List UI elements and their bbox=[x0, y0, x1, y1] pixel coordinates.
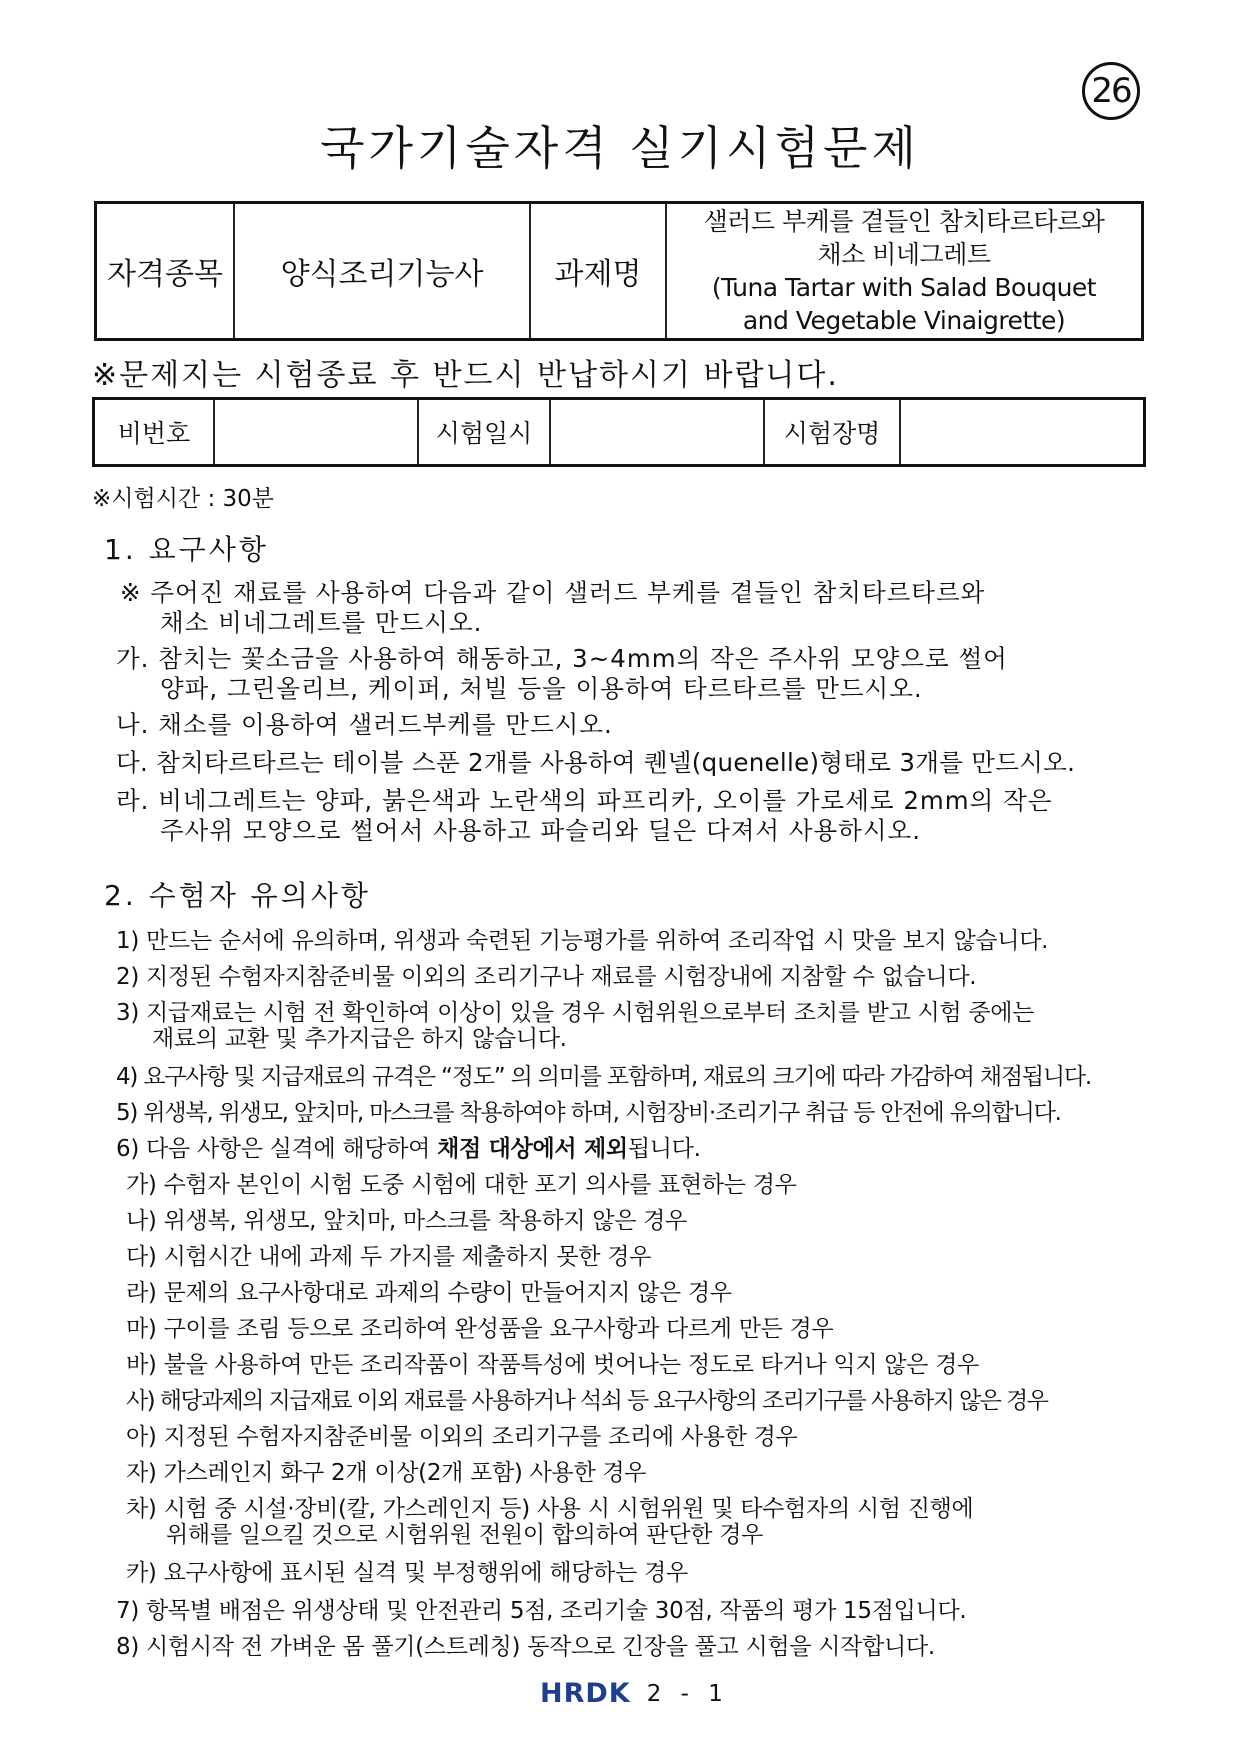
exam-number-label: 비번호 bbox=[94, 399, 215, 466]
requirement-ra-line-2: 주사위 모양으로 썰어서 사용하고 파슬리와 딜은 다져서 사용하시오. bbox=[160, 816, 921, 845]
requirement-ra-line-1: 라. 비네그레트는 양파, 붉은색과 노란색의 파프리카, 오이를 가로세로 2mm의 작은 bbox=[116, 786, 1053, 815]
note-6-emphasis: 채점 대상에서 제외 bbox=[437, 1136, 628, 1162]
task-label: 과제명 bbox=[530, 203, 666, 340]
disqualify-ja: 자) 가스레인지 화구 2개 이상(2개 포함) 사용한 경우 bbox=[126, 1460, 647, 1486]
exam-time: ※시험시간 : 30분 bbox=[92, 486, 274, 512]
disqualify-cha-line-2: 위해를 일으킬 것으로 시험위원 전원이 합의하여 판단한 경우 bbox=[166, 1522, 764, 1548]
category-label: 자격종목 bbox=[96, 203, 235, 340]
return-notice: ※문제지는 시험종료 후 반드시 반납하시기 바랍니다. bbox=[92, 358, 839, 393]
requirement-ga-line-2: 양파, 그린올리브, 케이퍼, 처빌 등을 이용하여 타르타르를 만드시오. bbox=[160, 674, 923, 703]
note-8: 8) 시험시작 전 가벼운 몸 풀기(스트레칭) 동작으로 긴장을 풀고 시험을 시작합니다. bbox=[116, 1634, 935, 1660]
notes-title: 2. 수험자 유의사항 bbox=[104, 879, 371, 912]
task-name-ko-line-2: 채소 비네그레트 bbox=[817, 240, 991, 269]
note-6-pre: 6) 다음 사항은 실격에 해당하여 bbox=[116, 1136, 438, 1162]
task-name-cell bbox=[666, 203, 1143, 340]
note-3-line-1: 3) 지급재료는 시험 전 확인하여 이상이 있을 경우 시험위원으로부터 조치를 받고 시험 중에는 bbox=[116, 1000, 1035, 1026]
disqualify-ma: 마) 구이를 조림 등으로 조리하여 완성품을 요구사항과 다르게 만든 경우 bbox=[126, 1316, 834, 1342]
note-3-line-2: 재료의 교환 및 추가지급은 하지 않습니다. bbox=[152, 1026, 567, 1052]
qualification-info-table bbox=[94, 201, 1144, 341]
note-2: 2) 지정된 수험자지참준비물 이외의 조리기구나 재료를 시험장내에 지참할 수 없습니다. bbox=[116, 964, 977, 990]
disqualify-ra: 라) 문제의 요구사항대로 과제의 수량이 만들어지지 않은 경우 bbox=[126, 1280, 732, 1306]
disqualify-da: 다) 시험시간 내에 과제 두 가지를 제출하지 못한 경우 bbox=[126, 1244, 652, 1270]
task-name-en-line-2: and Vegetable Vinaigrette) bbox=[742, 306, 1066, 335]
exam-venue-field[interactable] bbox=[900, 399, 1145, 466]
disqualify-ka: 카) 요구사항에 표시된 실격 및 부정행위에 해당하는 경우 bbox=[126, 1560, 688, 1586]
note-5: 5) 위생복, 위생모, 앞치마, 마스크를 착용하여야 하며, 시험장비·조리기구 취급 등 안전에 유의합니다. bbox=[116, 1100, 1061, 1126]
hrdk-logo: HRDK bbox=[540, 1678, 631, 1709]
requirement-ga-line-1: 가. 참치는 꽃소금을 사용하여 해동하고, 3~4mm의 작은 주사위 모양으로 썰어 bbox=[116, 644, 1008, 673]
disqualify-sa: 사) 해당과제의 지급재료 이외 재료를 사용하거나 석쇠 등 요구사항의 조리기구를 사용하지 않은 경우 bbox=[126, 1388, 1048, 1414]
task-name-en-line-1: (Tuna Tartar with Salad Bouquet bbox=[711, 273, 1097, 302]
note-7: 7) 항목별 배점은 위생상태 및 안전관리 5점, 조리기술 30점, 작품의 평가 15점입니다. bbox=[116, 1598, 967, 1624]
requirements-title: 1. 요구사항 bbox=[104, 533, 269, 566]
category-value: 양식조리기능사 bbox=[234, 203, 530, 340]
note-6-post: 됩니다. bbox=[627, 1136, 701, 1162]
exam-info-table bbox=[92, 397, 1146, 467]
disqualify-na: 나) 위생복, 위생모, 앞치마, 마스크를 착용하지 않은 경우 bbox=[126, 1208, 687, 1234]
disqualify-ba: 바) 불을 사용하여 만든 조리작품이 작품특성에 벗어나는 정도로 타거나 익지 않은 경우 bbox=[126, 1352, 979, 1378]
requirement-da: 다. 참치타르타르는 테이블 스푼 2개를 사용하여 퀜넬(quenelle)형태로 3개를 만드시오. bbox=[116, 748, 1076, 777]
exam-number-field[interactable] bbox=[214, 399, 418, 466]
requirement-intro-line-2: 채소 비네그레트를 만드시오. bbox=[160, 608, 483, 637]
problem-number: 26 bbox=[1091, 71, 1131, 111]
exam-date-label: 시험일시 bbox=[418, 399, 550, 466]
note-4: 4) 요구사항 및 지급재료의 규격은 “정도” 의 의미를 포함하며, 재료의 크기에 따라 가감하여 채점됩니다. bbox=[116, 1064, 1092, 1090]
requirement-na: 나. 채소를 이용하여 샐러드부케를 만드시오. bbox=[116, 710, 613, 739]
exam-date-field[interactable] bbox=[550, 399, 764, 466]
disqualify-a: 아) 지정된 수험자지참준비물 이외의 조리기구를 조리에 사용한 경우 bbox=[126, 1424, 798, 1450]
task-name-ko-line-1: 샐러드 부케를 곁들인 참치타르타르와 bbox=[703, 207, 1105, 236]
disqualify-cha-line-1: 차) 시험 중 시설·장비(칼, 가스레인지 등) 사용 시 시험위원 및 타수험자의 시험 진행에 bbox=[126, 1496, 974, 1522]
footer-page-number: 2 - 1 bbox=[646, 1680, 729, 1707]
note-1: 1) 만드는 순서에 유의하며, 위생과 숙련된 기능평가를 위하여 조리작업 시 맛을 보지 않습니다. bbox=[116, 928, 1049, 954]
exam-venue-label: 시험장명 bbox=[764, 399, 900, 466]
page-title: 국가기술자격 실기시험문제 bbox=[320, 121, 920, 175]
disqualify-ga: 가) 수험자 본인이 시험 도중 시험에 대한 포기 의사를 표현하는 경우 bbox=[126, 1172, 797, 1198]
requirement-intro-line-1: ※ 주어진 재료를 사용하여 다음과 같이 샐러드 부케를 곁들인 참치타르타르와 bbox=[120, 578, 986, 607]
page-footer bbox=[540, 1678, 729, 1709]
note-6 bbox=[116, 1130, 701, 1163]
